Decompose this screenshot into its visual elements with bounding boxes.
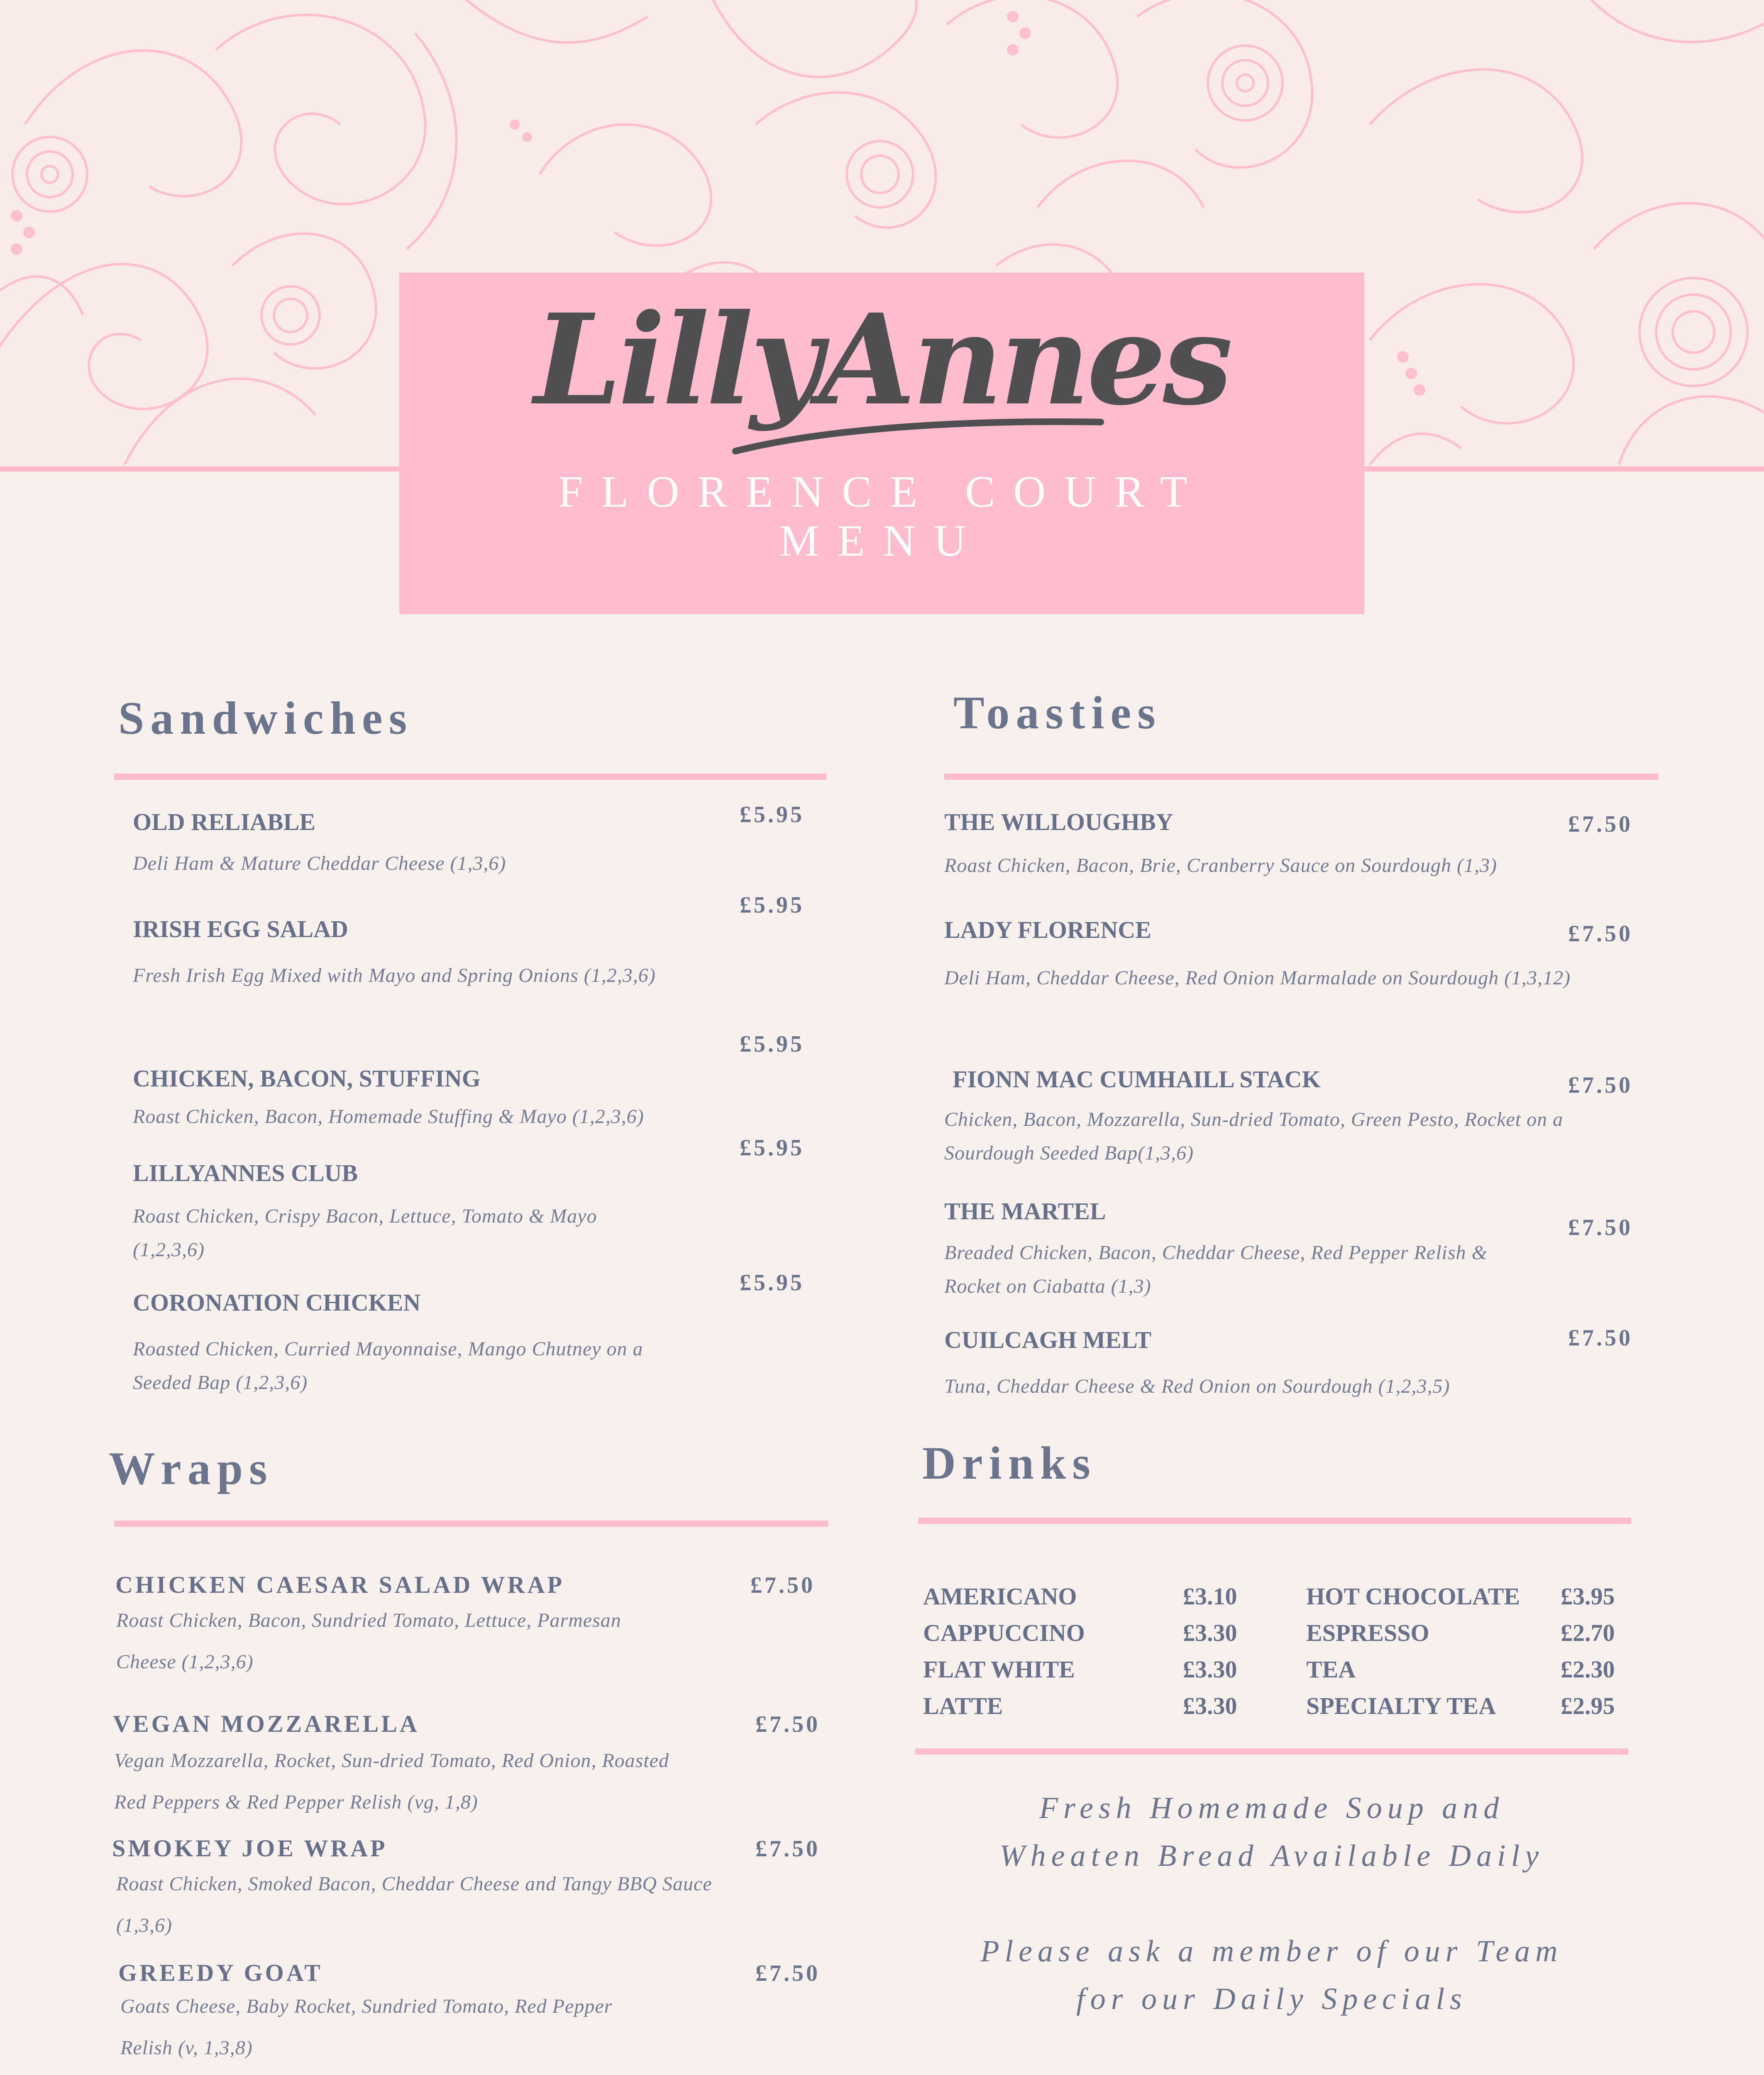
toastie-price: £7.50 bbox=[1568, 1325, 1633, 1351]
toastie-price: £7.50 bbox=[1568, 811, 1633, 837]
sandwich-description: Roast Chicken, Crispy Bacon, Lettuce, Tomato & Mayo (1,2,3,6) bbox=[133, 1205, 597, 1261]
drink-price: £3.95 bbox=[1561, 1583, 1615, 1610]
sandwich-name: LILLYANNES CLUB bbox=[133, 1160, 358, 1186]
logo-underline-swoosh bbox=[731, 410, 1105, 459]
wrap-description: Goats Cheese, Baby Rocket, Sundried Tomato, Red Pepper Relish (v, 1,3,8) bbox=[120, 1995, 613, 2059]
wrap-name: GREEDY GOAT bbox=[118, 1959, 323, 1986]
wrap-description: Roast Chicken, Smoked Bacon, Cheddar Cheese and Tangy BBQ Sauce (1,3,6) bbox=[116, 1873, 712, 1936]
sandwich-price: £5.95 bbox=[740, 802, 804, 828]
wrap-name: VEGAN MOZZARELLA bbox=[113, 1710, 420, 1737]
toastie-price: £7.50 bbox=[1568, 1215, 1633, 1240]
drinks-rule-top bbox=[918, 1518, 1631, 1524]
wrap-price: £7.50 bbox=[755, 1836, 820, 1862]
toastie-name: CUILCAGH MELT bbox=[944, 1326, 1152, 1353]
wrap-price: £7.50 bbox=[750, 1572, 815, 1598]
drink-price: £3.30 bbox=[1183, 1656, 1237, 1683]
wrap-name: CHICKEN CAESAR SALAD WRAP bbox=[115, 1571, 564, 1598]
toastie-price: £7.50 bbox=[1568, 921, 1633, 947]
toasties-rule bbox=[944, 774, 1658, 780]
sandwiches-rule bbox=[114, 774, 826, 780]
drink-name: AMERICANO bbox=[923, 1583, 1077, 1610]
toastie-name: FIONN MAC CUMHAILL STACK bbox=[953, 1066, 1321, 1093]
soup-notice-line: Fresh Homemade Soup and bbox=[1039, 1791, 1505, 1825]
drink-name: ESPRESSO bbox=[1306, 1619, 1429, 1646]
drink-price: £3.30 bbox=[1183, 1692, 1237, 1719]
drink-name: LATTE bbox=[923, 1692, 1003, 1719]
sandwich-description: Roast Chicken, Bacon, Homemade Stuffing & Mayo (1,2,3,6) bbox=[133, 1106, 644, 1128]
sandwich-description: Deli Ham & Mature Cheddar Cheese (1,3,6) bbox=[133, 852, 506, 874]
title-box bbox=[399, 273, 1364, 614]
toastie-name: LADY FLORENCE bbox=[944, 916, 1151, 943]
wraps-heading: Wraps bbox=[109, 1443, 274, 1494]
toasties-heading: Toasties bbox=[953, 687, 1162, 739]
sandwich-price: £5.95 bbox=[740, 1031, 804, 1057]
sandwich-description: Fresh Irish Egg Mixed with Mayo and Spring Onions (1,2,3,6) bbox=[133, 964, 656, 986]
drink-name: TEA bbox=[1306, 1656, 1356, 1683]
toastie-description: Roast Chicken, Bacon, Brie, Cranberry Sauce on Sourdough (1,3) bbox=[944, 854, 1498, 876]
wrap-description: Roast Chicken, Bacon, Sundried Tomato, Lettuce, Parmesan Cheese (1,2,3,6) bbox=[116, 1609, 621, 1673]
soup-notice bbox=[915, 1784, 1628, 1880]
sandwich-name: OLD RELIABLE bbox=[133, 808, 315, 835]
drink-name: CAPPUCCINO bbox=[923, 1619, 1085, 1646]
drink-price: £2.95 bbox=[1561, 1692, 1615, 1719]
toastie-name: THE MARTEL bbox=[944, 1198, 1106, 1225]
sandwich-price: £5.95 bbox=[740, 1135, 804, 1161]
toastie-description: Chicken, Bacon, Mozzarella, Sun-dried Tomato, Green Pesto, Rocket on a Sourdough Seeded Bap(1,3,6) bbox=[944, 1108, 1564, 1164]
logo-wordmark: LillyAnnes bbox=[534, 286, 1230, 433]
sandwich-price: £5.95 bbox=[740, 1270, 804, 1296]
drink-name: HOT CHOCOLATE bbox=[1306, 1583, 1520, 1610]
wrap-name: SMOKEY JOE WRAP bbox=[112, 1835, 388, 1862]
drinks-rule-bottom bbox=[915, 1748, 1628, 1755]
toastie-price: £7.50 bbox=[1568, 1072, 1633, 1098]
specials-notice-line: Please ask a member of our Team bbox=[980, 1934, 1563, 1968]
menu-subtitle bbox=[399, 468, 1364, 566]
location-name: FLORENCE COURT bbox=[558, 467, 1206, 517]
sandwich-description: Roasted Chicken, Curried Mayonnaise, Mango Chutney on a Seeded Bap (1,2,3,6) bbox=[133, 1338, 643, 1394]
wrap-price: £7.50 bbox=[755, 1960, 820, 1986]
sandwiches-heading: Sandwiches bbox=[118, 693, 413, 744]
wraps-rule bbox=[114, 1521, 828, 1527]
sandwich-name: CHICKEN, BACON, STUFFING bbox=[133, 1065, 481, 1092]
sandwich-price: £5.95 bbox=[740, 892, 804, 918]
drinks-heading: Drinks bbox=[922, 1438, 1097, 1489]
wrap-description: Vegan Mozzarella, Rocket, Sun-dried Tomato, Red Onion, Roasted Red Peppers & Red Pepper Relish (vg, 1,8) bbox=[114, 1750, 669, 1813]
toastie-description: Breaded Chicken, Bacon, Cheddar Cheese, Red Pepper Relish & Rocket on Ciabatta (1,3) bbox=[944, 1242, 1488, 1297]
toastie-name: THE WILLOUGHBY bbox=[944, 808, 1173, 835]
soup-notice-line: Wheaten Bread Available Daily bbox=[999, 1839, 1544, 1873]
drink-name: SPECIALTY TEA bbox=[1306, 1692, 1496, 1719]
drink-name: FLAT WHITE bbox=[923, 1656, 1075, 1683]
sandwich-name: CORONATION CHICKEN bbox=[133, 1289, 421, 1316]
drink-price: £2.30 bbox=[1561, 1656, 1615, 1683]
menu-label: MENU bbox=[779, 516, 985, 566]
sandwich-name: IRISH EGG SALAD bbox=[133, 915, 348, 942]
drink-price: £3.30 bbox=[1183, 1619, 1237, 1646]
wrap-price: £7.50 bbox=[755, 1711, 820, 1737]
toastie-description: Tuna, Cheddar Cheese & Red Onion on Sourdough (1,2,3,5) bbox=[944, 1375, 1450, 1397]
drink-price: £3.10 bbox=[1183, 1583, 1237, 1610]
specials-notice bbox=[915, 1928, 1628, 2023]
drink-price: £2.70 bbox=[1561, 1619, 1615, 1646]
specials-notice-line: for our Daily Specials bbox=[1076, 1982, 1467, 2016]
toastie-description: Deli Ham, Cheddar Cheese, Red Onion Marmalade on Sourdough (1,3,12) bbox=[944, 967, 1571, 989]
